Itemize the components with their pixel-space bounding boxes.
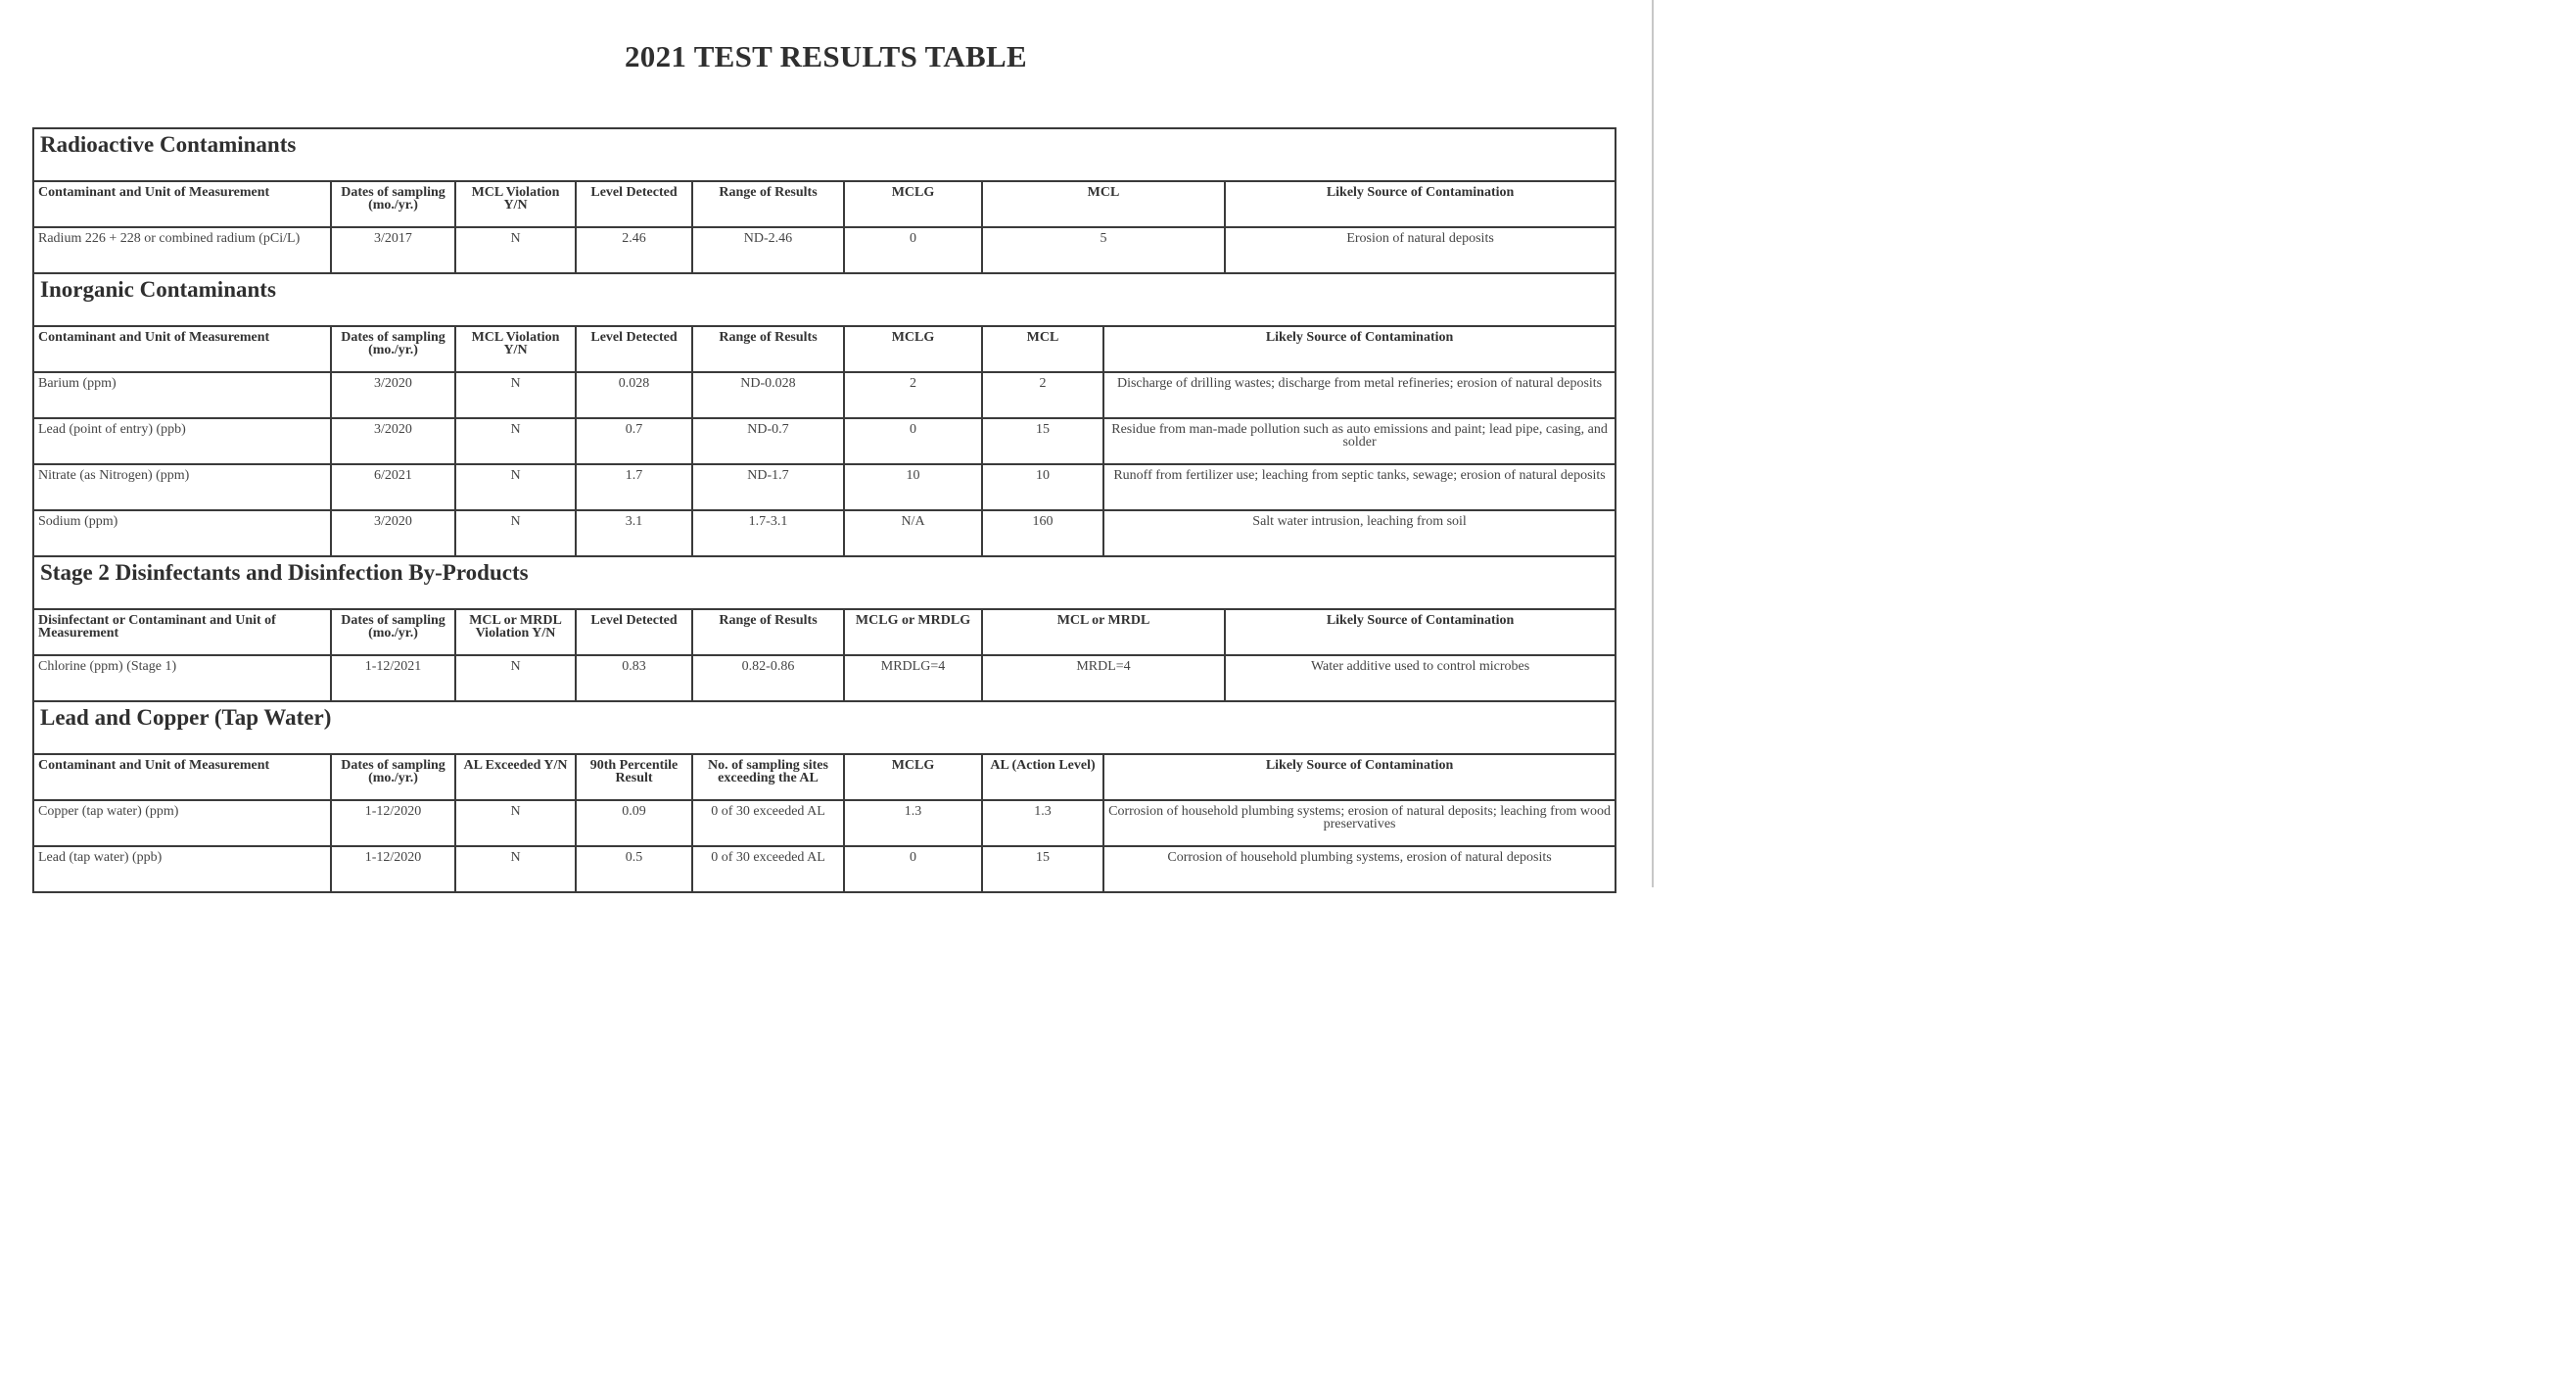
table-cell: 10 [844, 464, 982, 510]
section-title-radioactive: Radioactive Contaminants [33, 128, 1616, 181]
table-cell: Lead (tap water) (ppb) [33, 846, 331, 892]
table-cell: 15 [982, 846, 1103, 892]
header-row [33, 754, 1616, 800]
header-cell: Likely Source of Contamination [1103, 326, 1616, 372]
table-cell: 1.7-3.1 [692, 510, 844, 556]
header-cell: No. of sampling sites exceeding the AL [692, 754, 844, 800]
table-row [33, 800, 1616, 846]
section-title-lead-copper: Lead and Copper (Tap Water) [33, 701, 1616, 754]
table-cell: Erosion of natural deposits [1225, 227, 1616, 273]
header-cell: MCL Violation Y/N [455, 326, 576, 372]
header-cell: Likely Source of Contamination [1225, 181, 1616, 227]
table-cell: 3/2020 [331, 418, 455, 464]
header-cell: Likely Source of Contamination [1103, 754, 1616, 800]
header-cell: MCLG [844, 754, 982, 800]
table-cell: Sodium (ppm) [33, 510, 331, 556]
table-cell: Salt water intrusion, leaching from soil [1103, 510, 1616, 556]
table-row [33, 510, 1616, 556]
table-cell: N [455, 464, 576, 510]
header-cell: Dates of sampling (mo./yr.) [331, 326, 455, 372]
header-cell: MCLG [844, 326, 982, 372]
table-cell: N [455, 418, 576, 464]
table-cell: 3/2020 [331, 510, 455, 556]
table-cell: 0.09 [576, 800, 692, 846]
section-title-inorganic: Inorganic Contaminants [33, 273, 1616, 326]
page-title: 2021 TEST RESULTS TABLE [625, 39, 1027, 73]
table-cell: 0 [844, 846, 982, 892]
table-cell: 1-12/2020 [331, 846, 455, 892]
table-cell: 0.83 [576, 655, 692, 701]
header-cell: Range of Results [692, 326, 844, 372]
header-row [33, 609, 1616, 655]
table-row [33, 418, 1616, 464]
header-cell: Level Detected [576, 326, 692, 372]
table-cell: 1-12/2020 [331, 800, 455, 846]
header-cell: Likely Source of Contamination [1225, 609, 1616, 655]
table-cell: 0.5 [576, 846, 692, 892]
header-cell: Level Detected [576, 181, 692, 227]
table-cell: 1.7 [576, 464, 692, 510]
table-cell: 10 [982, 464, 1103, 510]
table-cell: 0.7 [576, 418, 692, 464]
table-cell: 0.82-0.86 [692, 655, 844, 701]
table-row [33, 227, 1616, 273]
table-cell: Runoff from fertilizer use; leaching from septic tanks, sewage; erosion of natural deposits [1103, 464, 1616, 510]
table-cell: N [455, 655, 576, 701]
section-title-row [33, 273, 1616, 326]
table-cell: 0.028 [576, 372, 692, 418]
page-divider [1652, 0, 1654, 887]
table-cell: 5 [982, 227, 1225, 273]
header-cell: Contaminant and Unit of Measurement [33, 181, 331, 227]
table-cell: 3.1 [576, 510, 692, 556]
header-cell: 90th Percentile Result [576, 754, 692, 800]
table-cell: Lead (point of entry) (ppb) [33, 418, 331, 464]
table-cell: 0 of 30 exceeded AL [692, 846, 844, 892]
table-cell: MRDL=4 [982, 655, 1225, 701]
table-cell: 0 [844, 227, 982, 273]
table-row [33, 655, 1616, 701]
table-cell: 0 [844, 418, 982, 464]
table-cell: Chlorine (ppm) (Stage 1) [33, 655, 331, 701]
table-cell: ND-0.7 [692, 418, 844, 464]
table-cell: 0 of 30 exceeded AL [692, 800, 844, 846]
table-cell: 160 [982, 510, 1103, 556]
header-cell: Range of Results [692, 181, 844, 227]
table-cell: 2.46 [576, 227, 692, 273]
header-cell: Dates of sampling (mo./yr.) [331, 754, 455, 800]
table-cell: Nitrate (as Nitrogen) (ppm) [33, 464, 331, 510]
section-title-row [33, 556, 1616, 609]
table-cell: Corrosion of household plumbing systems; erosion of natural deposits; leaching from wood preservatives [1103, 800, 1616, 846]
header-cell: Level Detected [576, 609, 692, 655]
header-row [33, 181, 1616, 227]
table-cell: 3/2020 [331, 372, 455, 418]
table-cell: Water additive used to control microbes [1225, 655, 1616, 701]
table-cell: N/A [844, 510, 982, 556]
table-cell: Radium 226 + 228 or combined radium (pCi/L) [33, 227, 331, 273]
header-cell: AL Exceeded Y/N [455, 754, 576, 800]
table-row [33, 464, 1616, 510]
table-row [33, 372, 1616, 418]
table-cell: 15 [982, 418, 1103, 464]
header-cell: Dates of sampling (mo./yr.) [331, 609, 455, 655]
table-cell: 2 [844, 372, 982, 418]
table-cell: 1.3 [982, 800, 1103, 846]
header-cell: MCL or MRDL [982, 609, 1225, 655]
table-cell: Copper (tap water) (ppm) [33, 800, 331, 846]
table-row [33, 846, 1616, 892]
header-row [33, 326, 1616, 372]
section-title-disinfectants: Stage 2 Disinfectants and Disinfection By-Products [33, 556, 1616, 609]
table-cell: Discharge of drilling wastes; discharge from metal refineries; erosion of natural deposits [1103, 372, 1616, 418]
header-cell: Contaminant and Unit of Measurement [33, 326, 331, 372]
section-title-row [33, 128, 1616, 181]
table-cell: N [455, 510, 576, 556]
table-cell: MRDLG=4 [844, 655, 982, 701]
table-cell: ND-2.46 [692, 227, 844, 273]
header-cell: AL (Action Level) [982, 754, 1103, 800]
header-cell: Contaminant and Unit of Measurement [33, 754, 331, 800]
table-cell: N [455, 372, 576, 418]
table-cell: 6/2021 [331, 464, 455, 510]
table-cell: N [455, 846, 576, 892]
table-cell: Residue from man-made pollution such as auto emissions and paint; lead pipe, casing, and solder [1103, 418, 1616, 464]
table-cell: N [455, 800, 576, 846]
header-cell: MCL [982, 326, 1103, 372]
header-cell: MCLG or MRDLG [844, 609, 982, 655]
table-cell: 2 [982, 372, 1103, 418]
table-cell: 1-12/2021 [331, 655, 455, 701]
test-results-table [32, 127, 1616, 893]
header-cell: MCL or MRDL Violation Y/N [455, 609, 576, 655]
header-cell: Disinfectant or Contaminant and Unit of Measurement [33, 609, 331, 655]
table-cell: Corrosion of household plumbing systems, erosion of natural deposits [1103, 846, 1616, 892]
table-cell: 1.3 [844, 800, 982, 846]
header-cell: Dates of sampling (mo./yr.) [331, 181, 455, 227]
table-cell: N [455, 227, 576, 273]
header-cell: MCLG [844, 181, 982, 227]
section-title-row [33, 701, 1616, 754]
header-cell: Range of Results [692, 609, 844, 655]
table-cell: ND-1.7 [692, 464, 844, 510]
table-cell: 3/2017 [331, 227, 455, 273]
header-cell: MCL Violation Y/N [455, 181, 576, 227]
header-cell: MCL [982, 181, 1225, 227]
table-cell: ND-0.028 [692, 372, 844, 418]
table-cell: Barium (ppm) [33, 372, 331, 418]
